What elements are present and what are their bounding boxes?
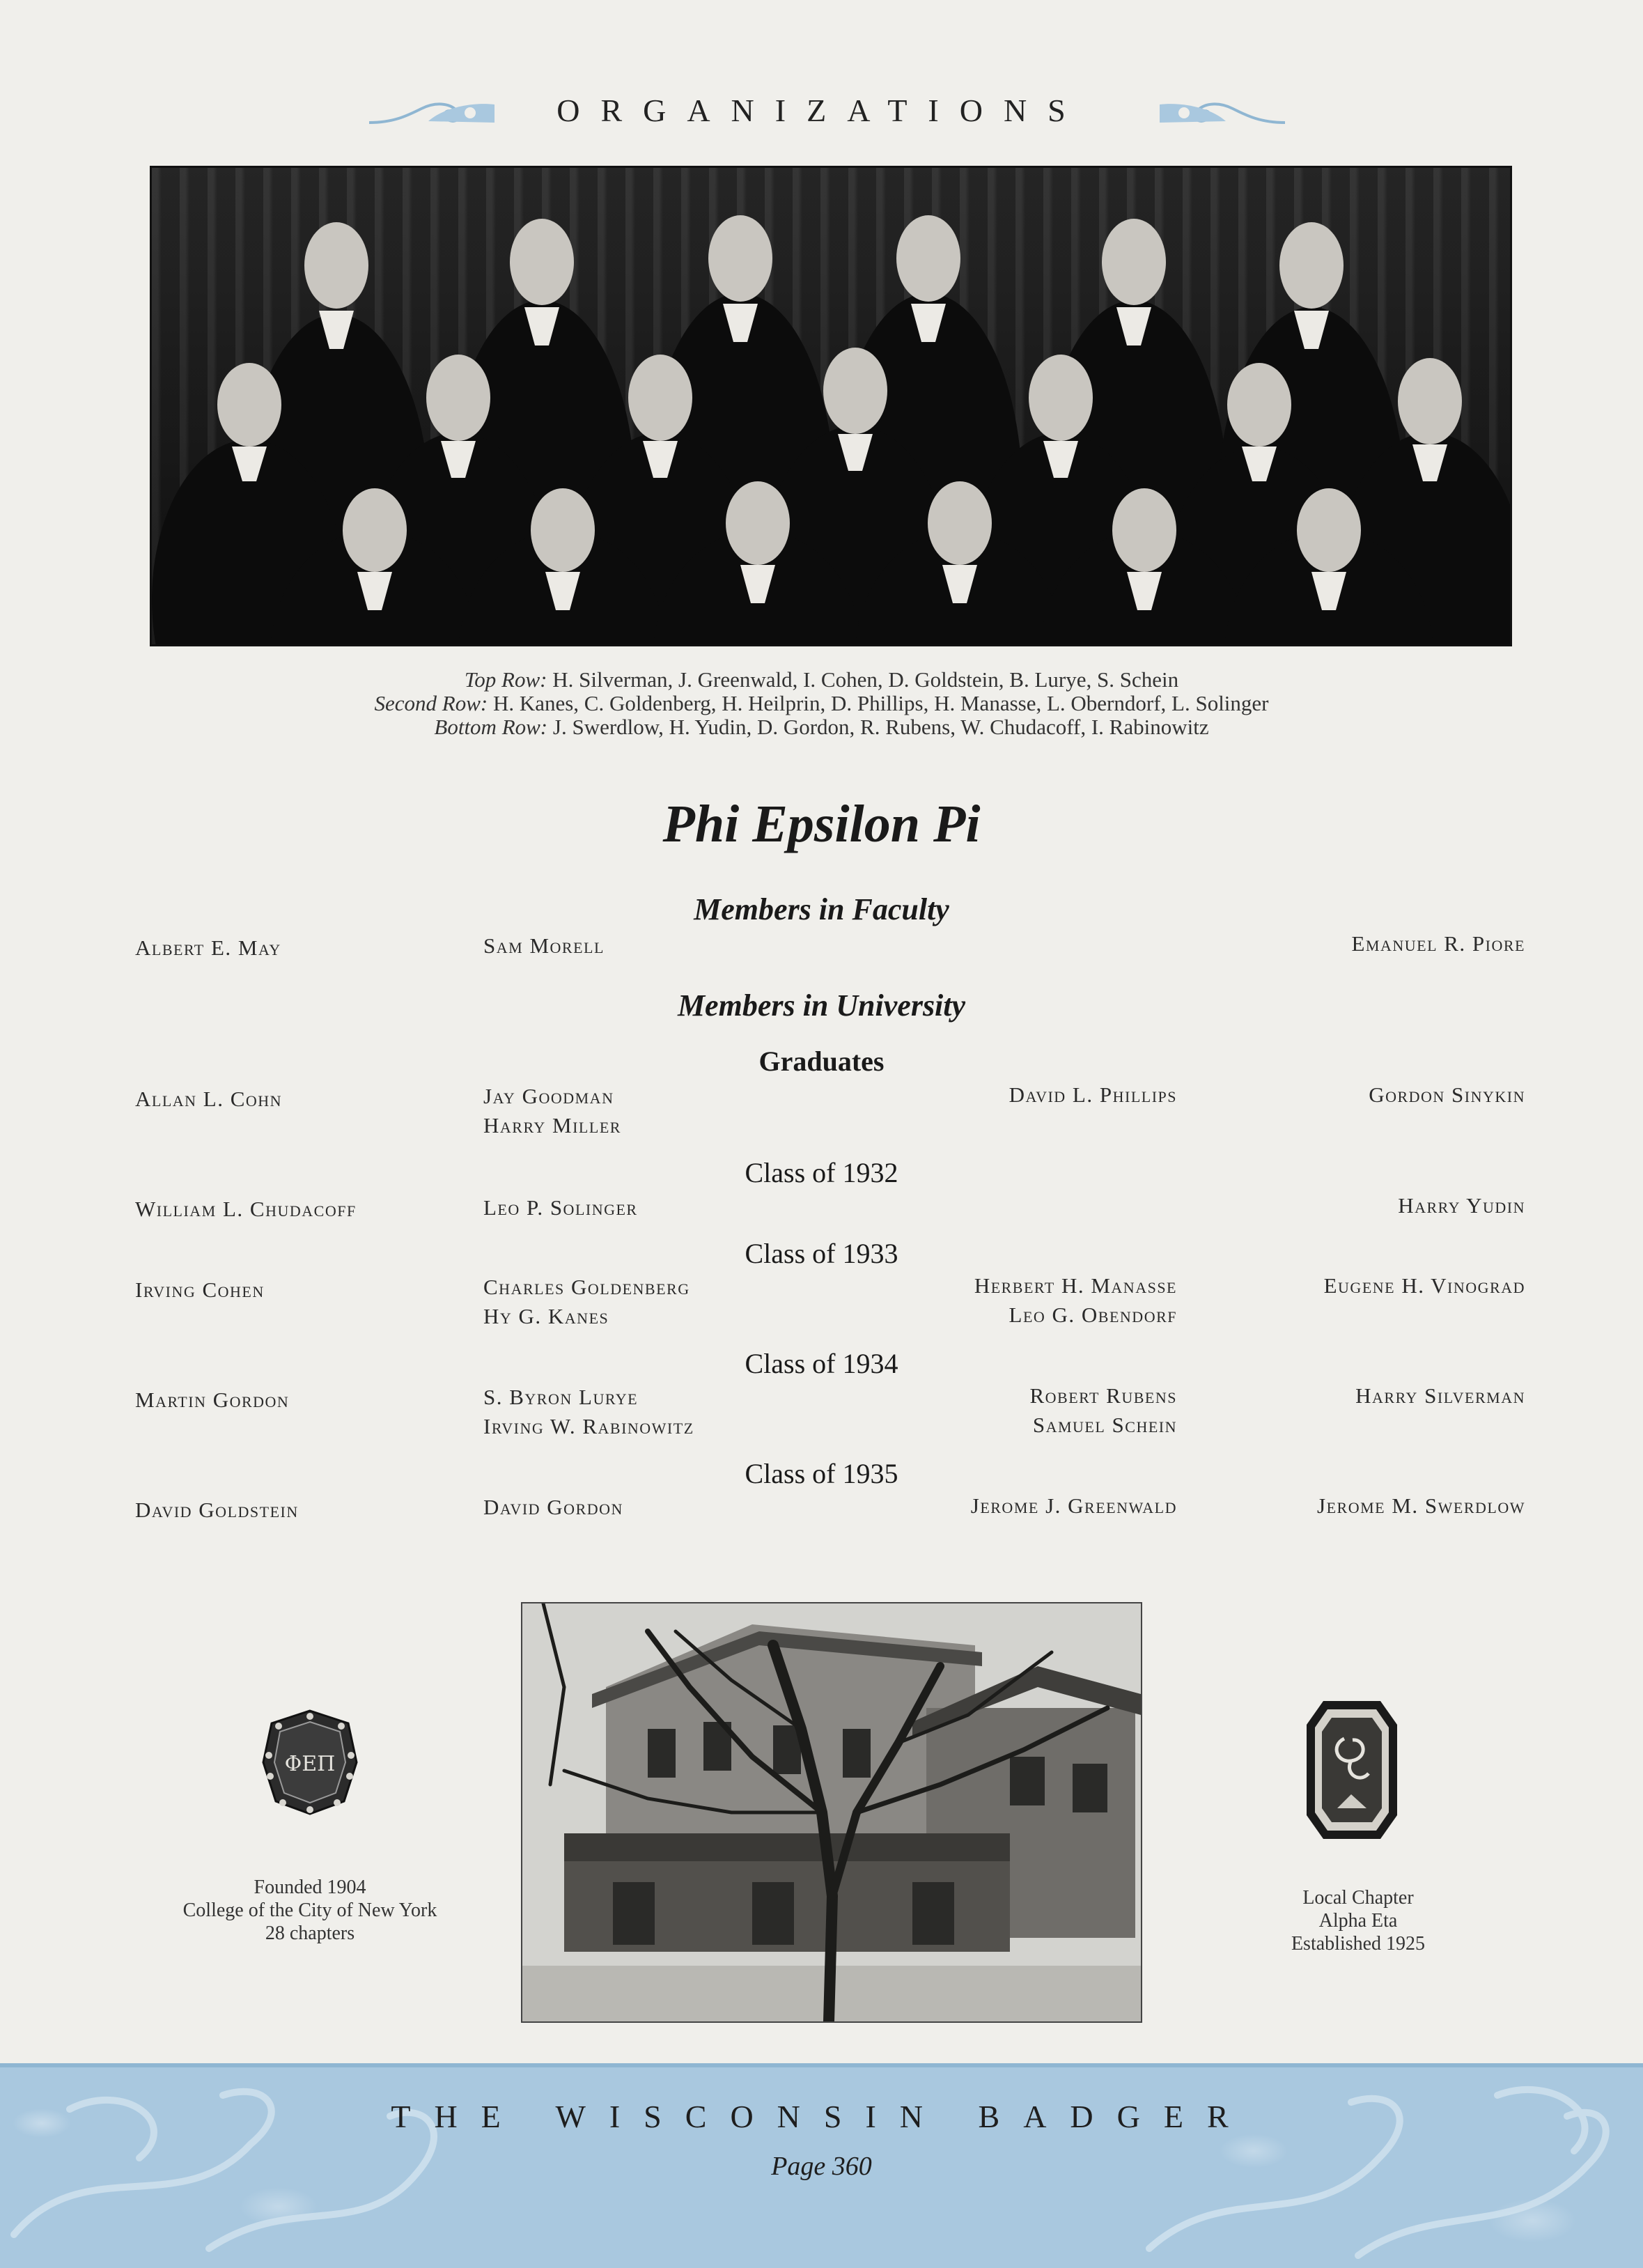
faculty-member: Sam Morell (483, 933, 605, 958)
caption-label: Top Row: (464, 667, 547, 692)
class-1935-member: Jerome J. Greenwald (970, 1493, 1177, 1518)
class-1933-member: Charles Goldenberg (483, 1275, 690, 1299)
faculty-member: Albert E. May (135, 935, 281, 960)
class-1935-member: David Goldstein (135, 1498, 299, 1522)
class-1934-member: Robert Rubens (1029, 1383, 1177, 1408)
graduate-member: Allan L. Cohn (135, 1087, 283, 1111)
class-1935-member: David Gordon (483, 1495, 623, 1519)
class-1933-member: Herbert H. Manasse (974, 1273, 1177, 1298)
class-1933-member: Eugene H. Vinograd (1323, 1273, 1525, 1298)
graduates-heading: Graduates (758, 1046, 885, 1077)
class-1932-member: Harry Yudin (1398, 1193, 1525, 1218)
class-1932-member: Leo P. Solinger (483, 1195, 638, 1220)
faculty-member: Emanuel R. Piore (1351, 931, 1525, 956)
local-chapter-label: Local Chapter (1302, 1887, 1414, 1909)
class-1933-member: Leo G. Obendorf (1009, 1303, 1177, 1327)
class-1934-heading: Class of 1934 (745, 1348, 898, 1379)
founding-college: College of the City of New York (182, 1900, 437, 1921)
class-1934-member: S. Byron Lurye (483, 1385, 639, 1409)
class-1934-member: Samuel Schein (1032, 1413, 1177, 1437)
class-1934-member: Harry Silverman (1355, 1383, 1525, 1408)
founding-year: Founded 1904 (254, 1877, 366, 1898)
class-1934-member: Irving W. Rabinowitz (483, 1414, 694, 1438)
class-1933-member: Irving Cohen (135, 1277, 265, 1302)
class-1933-heading: Class of 1933 (745, 1238, 898, 1269)
chapter-pin-icon (1302, 1697, 1401, 1843)
graduate-member: David L. Phillips (1009, 1082, 1177, 1107)
graduate-member: Harry Miller (483, 1113, 621, 1137)
faculty-heading: Members in Faculty (694, 892, 949, 926)
university-heading: Members in University (677, 988, 966, 1023)
chapter-count: 28 chapters (265, 1923, 355, 1944)
class-1935-heading: Class of 1935 (745, 1458, 898, 1489)
class-1932-member: William L. Chudacoff (135, 1197, 357, 1221)
class-1932-heading: Class of 1932 (745, 1157, 898, 1188)
graduate-member: Gordon Sinykin (1369, 1082, 1525, 1107)
page-number: Page 360 (771, 2152, 872, 2181)
chapter-name: Alpha Eta (1318, 1910, 1398, 1932)
established-year: Established 1925 (1291, 1933, 1426, 1955)
section-title: ORGANIZATIONS (556, 93, 1087, 128)
caption-bottom-row (0, 715, 1643, 740)
founding-info (132, 1876, 488, 1945)
local-chapter-info (1212, 1886, 1504, 1955)
graduate-member: Jay Goodman (483, 1084, 614, 1108)
caption-names: H. Kanes, C. Goldenberg, H. Heilprin, D. Phillips, H. Manasse, L. Oberndorf, L. Solinger (492, 691, 1269, 715)
scroll-ornament-right (1156, 95, 1288, 130)
caption-names: J. Swerdlow, H. Yudin, D. Gordon, R. Rubens, W. Chudacoff, I. Rabinowitz (552, 715, 1209, 739)
caption-label: Bottom Row: (434, 715, 548, 739)
class-1934-member: Martin Gordon (135, 1388, 290, 1412)
crest-letters: ΦΕΠ (284, 1752, 336, 1776)
caption-names: H. Silverman, J. Greenwald, I. Cohen, D. Goldstein, B. Lurye, S. Schein (552, 667, 1179, 692)
class-1933-member: Hy G. Kanes (483, 1304, 609, 1328)
class-1935-member: Jerome M. Swerdlow (1317, 1493, 1525, 1518)
footer-title: THE WISCONSIN BADGER (391, 2099, 1252, 2134)
fraternity-crest-icon (259, 1707, 361, 1818)
group-photo (150, 166, 1512, 646)
caption-label: Second Row: (374, 691, 488, 715)
chapter-house-photo (521, 1602, 1142, 2023)
caption-second-row (0, 691, 1643, 716)
chapter-title: Phi Epsilon Pi (662, 795, 981, 853)
caption-top-row (0, 667, 1643, 692)
